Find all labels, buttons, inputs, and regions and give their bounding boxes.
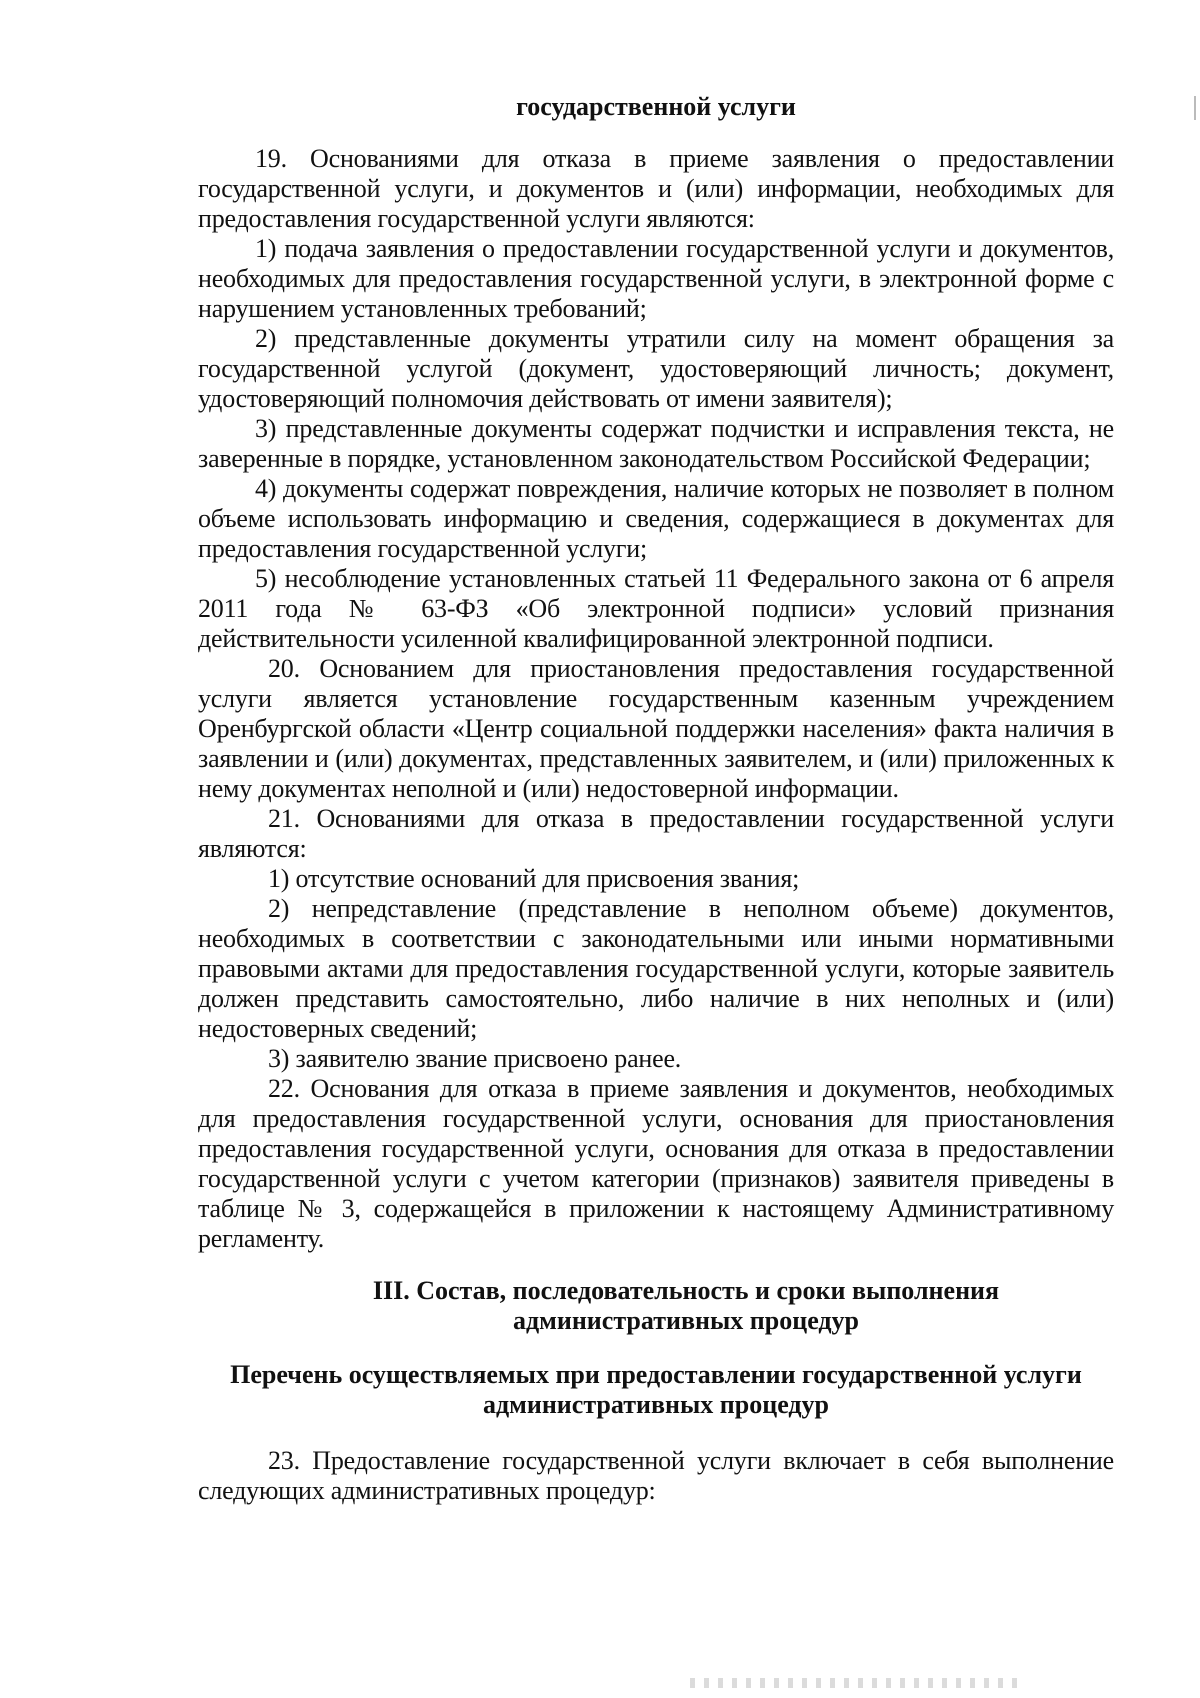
paragraph-23: 23. Предоставление государственной услуги включает в себя выполнение следующих административных процедур: <box>198 1446 1114 1505</box>
paragraph-19: 19. Основаниями для отказа в приеме заявления о предоставлении государственной услуги, и документов и (или) информации, необходимых для предоставления государственной услуги являются: <box>198 144 1114 233</box>
paragraph-20: 20. Основанием для приостановления предоставления государственной услуги является установление государственным казенным учреждением Оренбургской области «Центр социальной поддержки населения» факта наличия в заявлении и (или) документах, представленных заявителем, и (или) приложенных к нему документах неполной и (или) недостоверной информации. <box>198 654 1114 803</box>
paragraph-21-item-2: 2) непредставление (представление в неполном объеме) документов, необходимых в соответствии с законодательными или иными нормативными правовыми актами для предоставления государственной услуги, которые заявитель должен представить самостоятельно, либо наличие в них неполных и (или) недостоверных сведений; <box>198 894 1114 1043</box>
document-body <box>198 92 1114 1506</box>
paragraph-19-item-4: 4) документы содержат повреждения, наличие которых не позволяет в полном объеме использовать информацию и сведения, содержащиеся в документах для предоставления государственной услуги; <box>198 474 1114 563</box>
paragraph-21: 21. Основаниями для отказа в предоставлении государственной услуги являются: <box>198 804 1114 863</box>
paragraph-19-item-5: 5) несоблюдение установленных статьей 11 Федерального закона от 6 апреля 2011 года № 63-ФЗ «Об электронной подписи» условий признания действительности усиленной квалифицированной электронной подписи. <box>198 564 1114 653</box>
paragraph-21-item-1: 1) отсутствие оснований для присвоения звания; <box>268 864 800 893</box>
paragraph-22: 22. Основания для отказа в приеме заявления и документов, необходимых для предоставления государственной услуги, основания для приостановления предоставления государственной услуги, основания для отказа в предоставлении государственной услуги с учетом категории (признаков) заявителя приведены в таблице № 3, содержащейся в приложении к настоящему Административному регламенту. <box>198 1074 1114 1253</box>
scan-artifact <box>690 1678 1020 1688</box>
paragraph-19-item-1: 1) подача заявления о предоставлении государственной услуги и документов, необходимых для предоставления государственной услуги, в электронной форме с нарушением установленных требований; <box>198 234 1114 323</box>
paragraph-21-item-3: 3) заявителю звание присвоено ранее. <box>268 1044 682 1073</box>
heading-state-service: государственной услуги <box>516 92 796 121</box>
section-heading-iii: III. Состав, последовательность и сроки выполнения административных процедур <box>372 1276 1000 1335</box>
paragraph-19-item-2: 2) представленные документы утратили силу на момент обращения за государственной услугой (документ, удостоверяющий личность; документ, удостоверяющий полномочия действовать от имени заявителя); <box>198 324 1114 413</box>
paragraph-19-item-3: 3) представленные документы содержат подчистки и исправления текста, не заверенные в порядке, установленном законодательством Российской Федерации; <box>198 414 1114 473</box>
subheading-procedures-list: Перечень осуществляемых при предоставлении государственной услуги административных процедур <box>230 1360 1082 1419</box>
scan-margin-mark <box>1194 96 1196 120</box>
